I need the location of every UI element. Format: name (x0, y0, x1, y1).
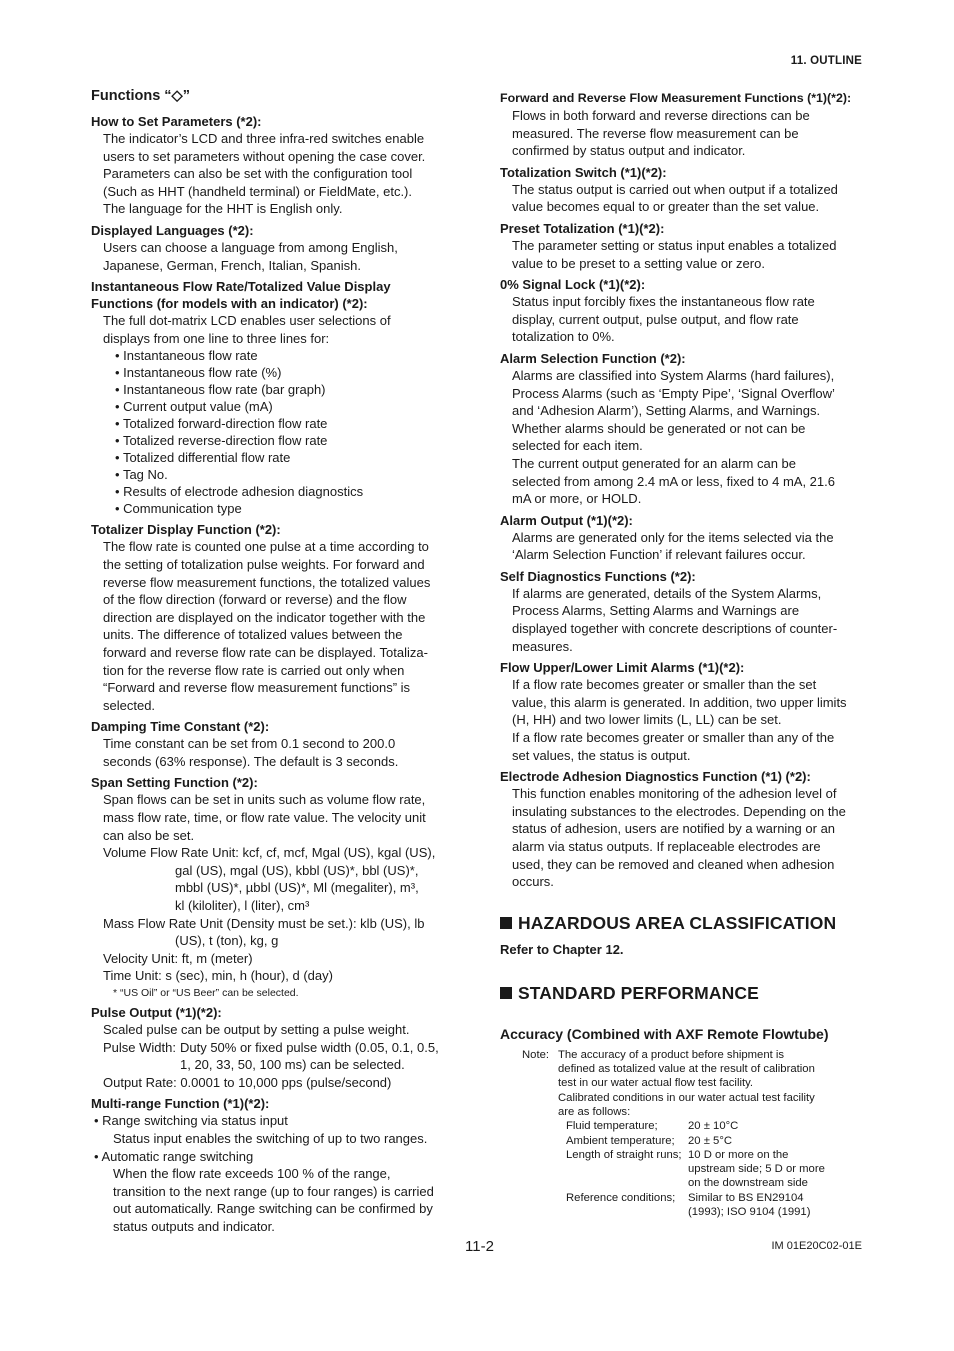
instantaneous-heading: Instantaneous Flow Rate/Totalized Value Display Functions (for models with an indicator) (*2): (91, 279, 391, 312)
square-bullet-icon (500, 917, 512, 929)
list-item: • Instantaneous flow rate (115, 347, 456, 364)
alarm-output-text: Alarms are generated only for the items selected via the ‘Alarm Selection Function’ if relevant failures occur. (512, 529, 834, 563)
alarm-output-heading: Alarm Output (*1)(*2): (500, 512, 633, 528)
page-number: 11-2 (465, 1238, 494, 1255)
table-row: Reference conditions; Similar to BS EN29104 (1993); ISO 9104 (1991) (566, 1191, 811, 1219)
volume-unit-list: Volume Flow Rate Unit: kcf, cf, mcf, Mgal (US), kgal (US), gal (US), mgal (US), kbbl (US)*, bbl (US)*, mbbl (US)*, µbbl (US)*, Ml (megaliter), m³, kl (kiloliter), l (liter), cm³ (103, 845, 436, 914)
totalizer-heading: Totalizer Display Function (*2): (91, 522, 281, 538)
totalization-switch-text: The status output is carried out when output if a totalized value becomes equal to or greater than the set value. (512, 181, 838, 215)
accuracy-note: Note: The accuracy of a product before shipment is defined as totalized value at the result of calibration test in our water actual flow test facility. Calibrated conditions in our water actual test facility are as follows: (522, 1048, 815, 1118)
running-header: 11. OUTLINE (790, 55, 862, 67)
forward-reverse-heading: Forward and Reverse Flow Measurement Functions (*1)(*2): (500, 91, 852, 105)
functions-title: Functions “◇” (91, 88, 190, 104)
preset-totalization-heading: Preset Totalization (*1)(*2): (500, 220, 665, 236)
multirange-text: • Range switching via status input Status input enables the switching of up to two ranges. • Automatic range switching When the flow rate exceeds 100 % of the range, transition to the next range (up to four ranges) is carried out automatically. Range switching can be confirmed by status outputs and indicator. (91, 1112, 456, 1235)
list-item: • Current output value (mA) (115, 398, 456, 415)
list-item: • Totalized reverse-direction flow rate (115, 432, 456, 449)
instantaneous-text: The full dot-matrix LCD enables user selections of displays from one line to three lines for: (103, 313, 391, 346)
limit-alarms-heading: Flow Upper/Lower Limit Alarms (*1)(*2): (500, 660, 745, 676)
hazardous-title: HAZARDOUS AREA CLASSIFICATION (500, 913, 865, 934)
right-column (500, 90, 865, 1219)
table-row: Length of straight runs; 10 D or more on the upstream side; 5 D or more on the downstream side (566, 1148, 825, 1190)
span-heading: Span Setting Function (*2): (91, 775, 258, 791)
adhesion-text: This function enables monitoring of the adhesion level of insulating substances to the electrodes. Depending on the status of adhesion, users are notified by a warning or an alarm via status outputs. If replaceable electrodes are used, they can be removed and cleaned when adhesion occurs. (512, 786, 846, 890)
accuracy-heading: Accuracy (Combined with AXF Remote Flowtube) (500, 1025, 829, 1042)
alarm-selection-heading: Alarm Selection Function (*2): (500, 350, 686, 366)
alarm-selection-text: Alarms are classified into System Alarms (hard failures), Process Alarms (such as ‘Empty Pipe’, ‘Signal Overflow’ and ‘Adhesion Alarm’), Setting Alarms, and Warnings. Whether alarms should be generated or not can be selected for each item. The current output generated for an alarm can be selected from among 2.4 mA or less, fixed to 4 mA, 21.6 mA or more, or HOLD. (512, 367, 835, 507)
languages-heading: Displayed Languages (*2): (91, 222, 254, 238)
totalizer-text: The flow rate is counted one pulse at a time according to the setting of totalization pulse weights. For forward and reverse flow measurement functions, the totalized values of the flow direction (forward or reverse) and the flow direction are displayed on the indicator together with the units. The difference of totalized values between the forward and reverse flow rate can be displayed. Totaliza- tion for the reverse flow rate is carried out only when “Forward and reverse flow measurement functions” is selected. (103, 539, 431, 713)
forward-reverse-text: Flows in both forward and reverse directions can be measured. The reverse flow measurement can be confirmed by status output and indicator. (512, 108, 810, 159)
signal-lock-heading: 0% Signal Lock (*1)(*2): (500, 277, 646, 293)
left-column (91, 86, 456, 1236)
damping-text: Time constant can be set from 0.1 second to 200.0 seconds (63% response). The default is 3 seconds. (103, 736, 399, 769)
adhesion-heading: Electrode Adhesion Diagnostics Function (*1) (*2): (500, 769, 811, 785)
display-items-list (91, 347, 456, 517)
multirange-heading: Multi-range Function (*1)(*2): (91, 1096, 270, 1112)
document-id: IM 01E20C02-01E (771, 1240, 862, 1252)
list-item: • Instantaneous flow rate (bar graph) (115, 381, 456, 398)
self-diagnostics-text: If alarms are generated, details of the System Alarms, Process Alarms, Setting Alarms and Warnings are displayed together with concrete descriptions of counter- measures. (512, 585, 838, 654)
pulse-rate: Output Rate: 0.0001 to 10,000 pps (pulse/second) (103, 1074, 392, 1090)
signal-lock-text: Status input forcibly fixes the instantaneous flow rate display, current output, pulse output, and flow rate totalization to 0%. (512, 294, 815, 345)
list-item: • Results of electrode adhesion diagnostics (115, 483, 456, 500)
mass-unit-list: Mass Flow Rate Unit (Density must be set.): klb (US), lb (US), t (ton), kg, g (103, 915, 425, 949)
preset-totalization-text: The parameter setting or status input enables a totalized value to be preset to a setting value or zero. (512, 237, 837, 271)
span-footnote: * “US Oil” or “US Beer” can be selected. (113, 987, 299, 999)
how-to-set-heading: How to Set Parameters (*2): (91, 114, 262, 129)
span-text: Span flows can be set in units such as volume flow rate, mass flow rate, time, or flow rate value. The velocity unit can also be set. (103, 792, 426, 843)
table-row: Ambient temperature; 20 ± 5°C (566, 1134, 733, 1147)
time-unit: Time Unit: s (sec), min, h (hour), d (day) (103, 968, 333, 984)
pulse-text: Scaled pulse can be output by setting a pulse weight. (103, 1022, 410, 1037)
list-item: • Instantaneous flow rate (%) (115, 364, 456, 381)
hazardous-reference: Refer to Chapter 12. (500, 941, 624, 957)
square-bullet-icon (500, 987, 512, 999)
pulse-heading: Pulse Output (*1)(*2): (91, 1005, 222, 1020)
totalization-switch-heading: Totalization Switch (*1)(*2): (500, 164, 667, 180)
table-row: Fluid temperature; 20 ± 10°C (566, 1120, 739, 1133)
list-item: • Communication type (115, 500, 456, 517)
calibration-conditions-table (566, 1119, 825, 1219)
limit-alarms-text: If a flow rate becomes greater or smaller than the set value, this alarm is generated. In addition, two upper limits (H, HH) and two lower limits (L, LL) can be set. If a flow rate becomes greater or smaller than any of the set values, the status is output. (512, 677, 847, 763)
standard-performance-title: STANDARD PERFORMANCE (500, 983, 865, 1004)
list-item: • Totalized differential flow rate (115, 449, 456, 466)
list-item: • Totalized forward-direction flow rate (115, 415, 456, 432)
how-to-set-text: The indicator’s LCD and three infra-red switches enable users to set parameters without opening the case cover. Parameters can also be set with the configuration tool (Such as HHT (handheld terminal) or FieldMate, etc.). The language for the HHT is English only. (103, 131, 426, 217)
damping-heading: Damping Time Constant (*2): (91, 719, 270, 735)
pulse-width: Pulse Width: Duty 50% or fixed pulse width (0.05, 0.1, 0.5, 1, 20, 33, 50, 100 ms) can be selected. (103, 1039, 439, 1073)
velocity-unit: Velocity Unit: ft, m (meter) (103, 950, 253, 966)
self-diagnostics-heading: Self Diagnostics Functions (*2): (500, 568, 696, 584)
languages-text: Users can choose a language from among English, Japanese, German, French, Italian, Spanish. (103, 239, 398, 273)
list-item: • Tag No. (115, 466, 456, 483)
